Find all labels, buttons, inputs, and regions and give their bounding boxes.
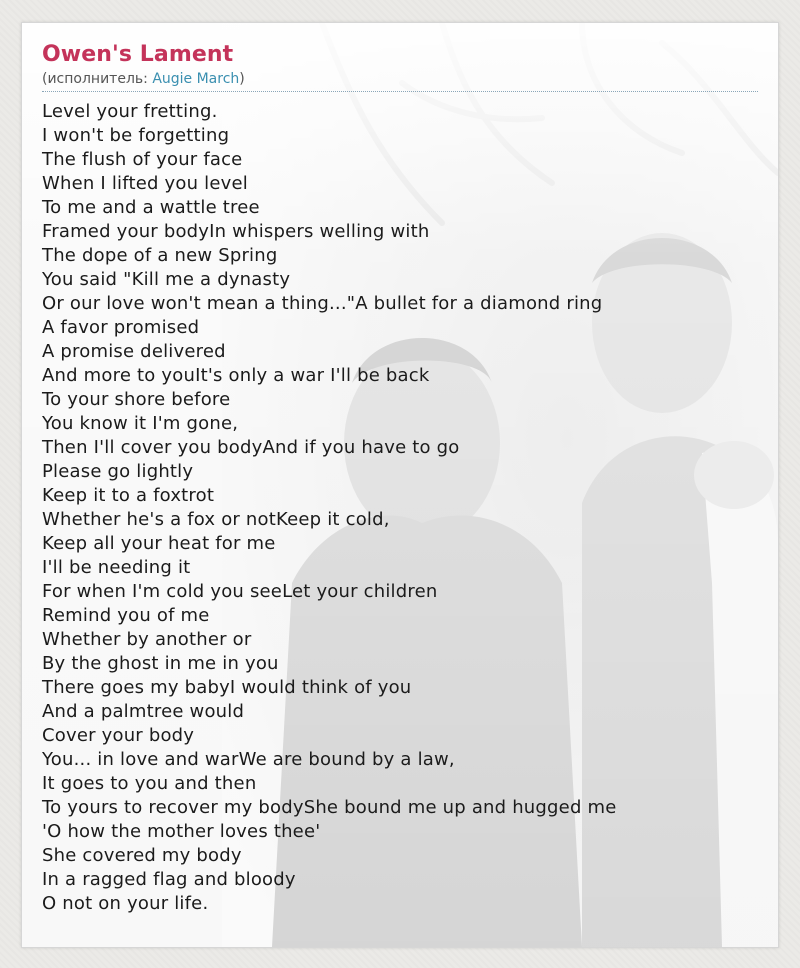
lyric-line: Framed your bodyIn whispers welling with: [42, 221, 430, 242]
lyric-line: When I lifted you level: [42, 173, 248, 194]
lyric-line: By the ghost in me in you: [42, 653, 279, 674]
lyric-line: It goes to you and then: [42, 773, 257, 794]
lyric-line: Whether by another or: [42, 629, 252, 650]
lyric-line: The flush of your face: [42, 149, 243, 170]
lyrics-content: [42, 41, 758, 916]
lyric-line: Whether he's a fox or notKeep it cold,: [42, 509, 390, 530]
lyric-line: You said "Kill me a dynasty: [42, 269, 291, 290]
lyrics-card: [21, 22, 779, 948]
lyric-line: Then I'll cover you bodyAnd if you have to go: [42, 437, 460, 458]
performer-suffix: ): [239, 71, 245, 87]
lyric-line: A favor promised: [42, 317, 200, 338]
lyric-line: For when I'm cold you seeLet your children: [42, 581, 438, 602]
lyric-line: And a palmtree would: [42, 701, 245, 722]
lyric-line: Level your fretting.: [42, 101, 218, 122]
lyric-line: A promise delivered: [42, 341, 226, 362]
performer-line: [42, 69, 758, 89]
lyric-line: 'O how the mother loves thee': [42, 821, 321, 842]
lyric-line: You... in love and warWe are bound by a law,: [42, 749, 455, 770]
lyric-line: You know it I'm gone,: [42, 413, 239, 434]
lyric-line: Remind you of me: [42, 605, 210, 626]
song-title: Owen's Lament: [42, 42, 234, 67]
lyric-line: I won't be forgetting: [42, 125, 230, 146]
lyric-line: Please go lightly: [42, 461, 194, 482]
performer-link[interactable]: Augie March: [152, 71, 240, 87]
lyric-line: Cover your body: [42, 725, 195, 746]
performer-prefix: (исполнитель:: [42, 71, 153, 87]
lyric-line: To me and a wattle tree: [42, 197, 260, 218]
lyrics-list: [42, 100, 758, 916]
lyric-line: I'll be needing it: [42, 557, 191, 578]
lyric-line: There goes my babyI would think of you: [42, 677, 412, 698]
lyric-line: Keep all your heat for me: [42, 533, 276, 554]
title-divider: [42, 91, 758, 92]
lyric-line: In a ragged flag and bloody: [42, 869, 296, 890]
lyric-line: Keep it to a foxtrot: [42, 485, 215, 506]
lyric-line: And more to youIt's only a war I'll be back: [42, 365, 430, 386]
lyric-line: Or our love won't mean a thing..."A bullet for a diamond ring: [42, 293, 603, 314]
lyric-line: She covered my body: [42, 845, 242, 866]
lyric-line: O not on your life.: [42, 893, 209, 914]
lyric-line: To your shore before: [42, 389, 231, 410]
lyric-line: To yours to recover my bodyShe bound me up and hugged me: [42, 797, 617, 818]
lyric-line: The dope of a new Spring: [42, 245, 278, 266]
